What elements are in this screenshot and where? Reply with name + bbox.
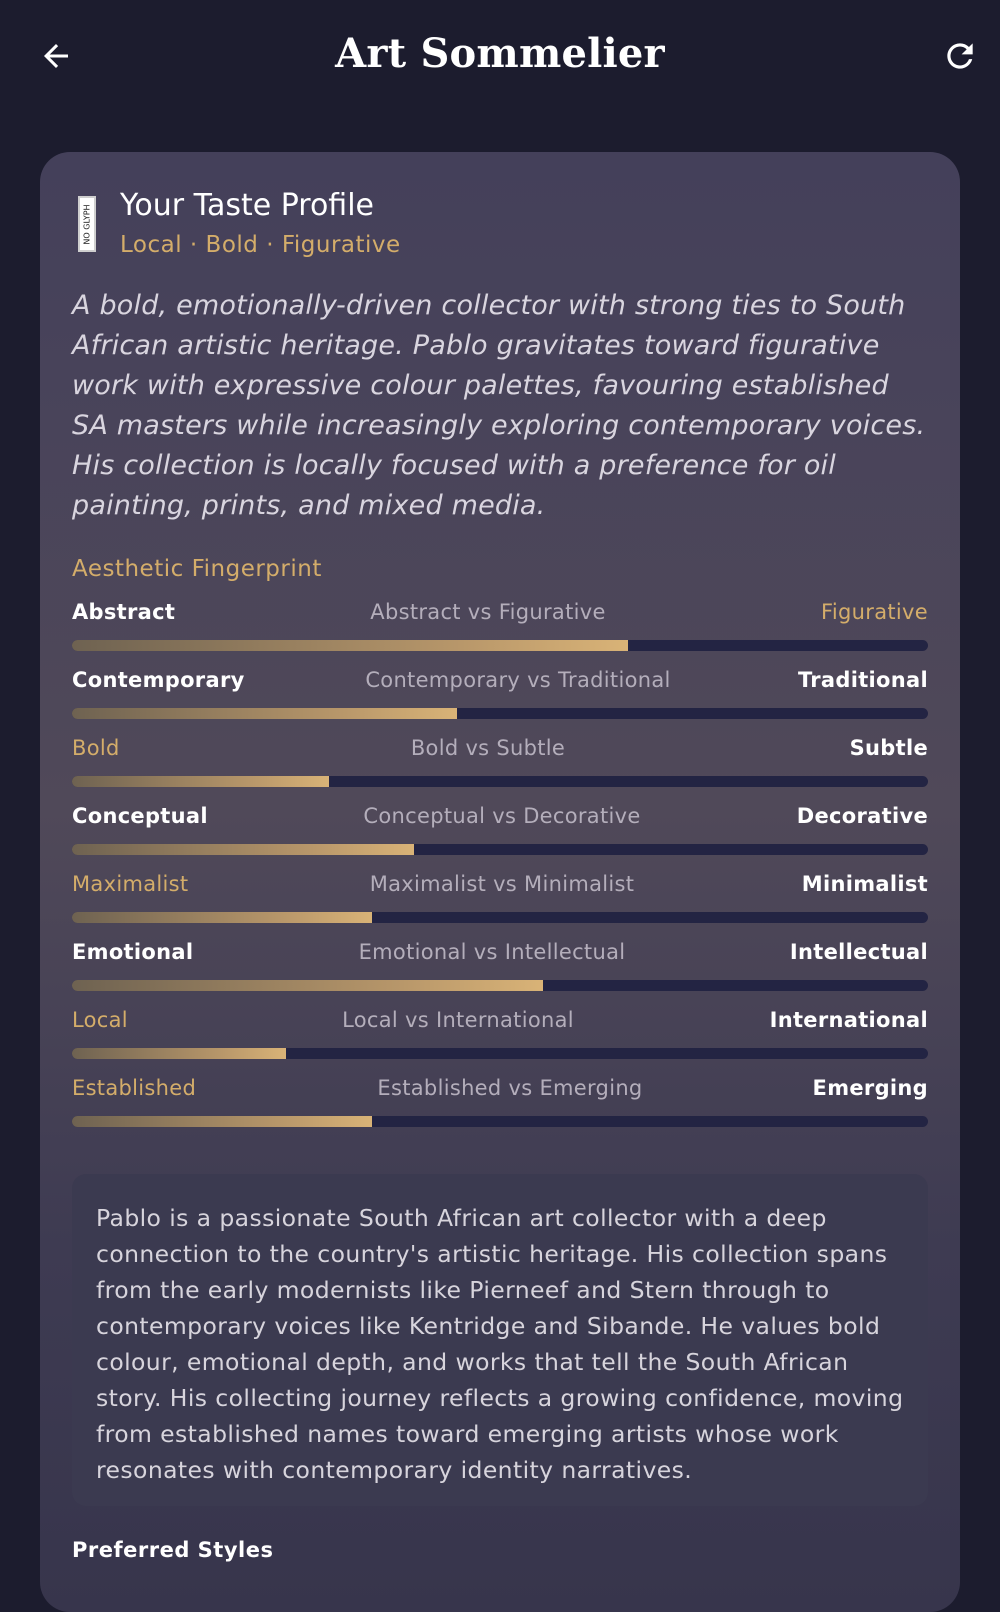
axis-bar-fill — [72, 1116, 372, 1127]
aesthetic-fingerprint-list — [72, 600, 928, 1144]
axis-bar-track — [72, 1116, 928, 1127]
preferred-styles-title: Preferred Styles — [72, 1538, 274, 1562]
profile-title: Your Taste Profile — [120, 188, 374, 223]
axis-center-label: Conceptual vs Decorative — [363, 804, 641, 828]
axis-center-label: Contemporary vs Traditional — [365, 668, 671, 692]
axis-row — [72, 940, 928, 1008]
profile-badge — [78, 196, 96, 252]
axis-left-label: Established — [72, 1076, 197, 1100]
axis-bar-fill — [72, 708, 457, 719]
aesthetic-fingerprint-title: Aesthetic Fingerprint — [72, 556, 322, 582]
axis-bar-track — [72, 912, 928, 923]
axis-row — [72, 1076, 928, 1144]
axis-bar-track — [72, 776, 928, 787]
axis-bar-track — [72, 980, 928, 991]
axis-bar-fill — [72, 776, 329, 787]
app-title: Art Sommelier — [335, 30, 665, 77]
refresh-button[interactable] — [940, 36, 980, 76]
axis-center-label: Bold vs Subtle — [410, 736, 566, 760]
axis-row — [72, 600, 928, 668]
axis-right-label: Subtle — [849, 736, 928, 760]
axis-center-label: Local vs International — [342, 1008, 574, 1032]
axis-right-label: Intellectual — [789, 940, 928, 964]
axis-center-label: Emotional vs Intellectual — [358, 940, 626, 964]
axis-bar-fill — [72, 912, 372, 923]
axis-right-label: Traditional — [797, 668, 928, 692]
axis-right-label: International — [769, 1008, 928, 1032]
axis-bar-fill — [72, 640, 628, 651]
axis-left-label: Contemporary — [72, 668, 245, 692]
axis-row — [72, 736, 928, 804]
profile-tags: Local · Bold · Figurative — [120, 232, 401, 258]
taste-profile-card — [40, 152, 960, 1612]
axis-left-label: Local — [72, 1008, 128, 1032]
axis-center-label: Established vs Emerging — [377, 1076, 643, 1100]
axis-right-label: Figurative — [821, 600, 928, 624]
axis-bar-track — [72, 1048, 928, 1059]
axis-row — [72, 872, 928, 940]
axis-bar-track — [72, 640, 928, 651]
axis-row — [72, 1008, 928, 1076]
axis-left-label: Bold — [72, 736, 120, 760]
profile-summary: A bold, emotionally-driven collector with strong ties to South African artistic heritage. Pablo gravitates toward figurative work with expressive colour palettes, favouring established SA masters while increasingly exploring contemporary voices. His collection is locally focused with a preference for oil painting, prints, and mixed media. — [72, 290, 926, 521]
axis-row — [72, 804, 928, 872]
axis-left-label: Conceptual — [72, 804, 208, 828]
axis-right-label: Decorative — [796, 804, 928, 828]
axis-bar-fill — [72, 844, 414, 855]
axis-left-label: Maximalist — [72, 872, 189, 896]
axis-left-label: Emotional — [72, 940, 194, 964]
axis-right-label: Minimalist — [801, 872, 928, 896]
axis-center-label: Maximalist vs Minimalist — [369, 872, 635, 896]
axis-left-label: Abstract — [72, 600, 176, 624]
axis-row — [72, 668, 928, 736]
collector-bio: Pablo is a passionate South African art collector with a deep connection to the country's artistic heritage. His collection spans from the early modernists like Pierneef and Stern through to contemporary voices like Kentridge and Sibande. He values bold colour, emotional depth, and works that tell the South African story. His collecting journey reflects a growing confidence, moving from established names toward emerging artists whose work resonates with contemporary identity narratives. — [72, 1174, 928, 1506]
refresh-icon — [941, 37, 979, 75]
axis-bar-track — [72, 844, 928, 855]
badge-text: NO GLYPH — [82, 203, 92, 245]
top-app-bar — [0, 0, 1000, 115]
axis-bar-fill — [72, 1048, 286, 1059]
axis-center-label: Abstract vs Figurative — [370, 600, 606, 624]
axis-right-label: Emerging — [812, 1076, 928, 1100]
axis-bar-fill — [72, 980, 543, 991]
axis-bar-track — [72, 708, 928, 719]
